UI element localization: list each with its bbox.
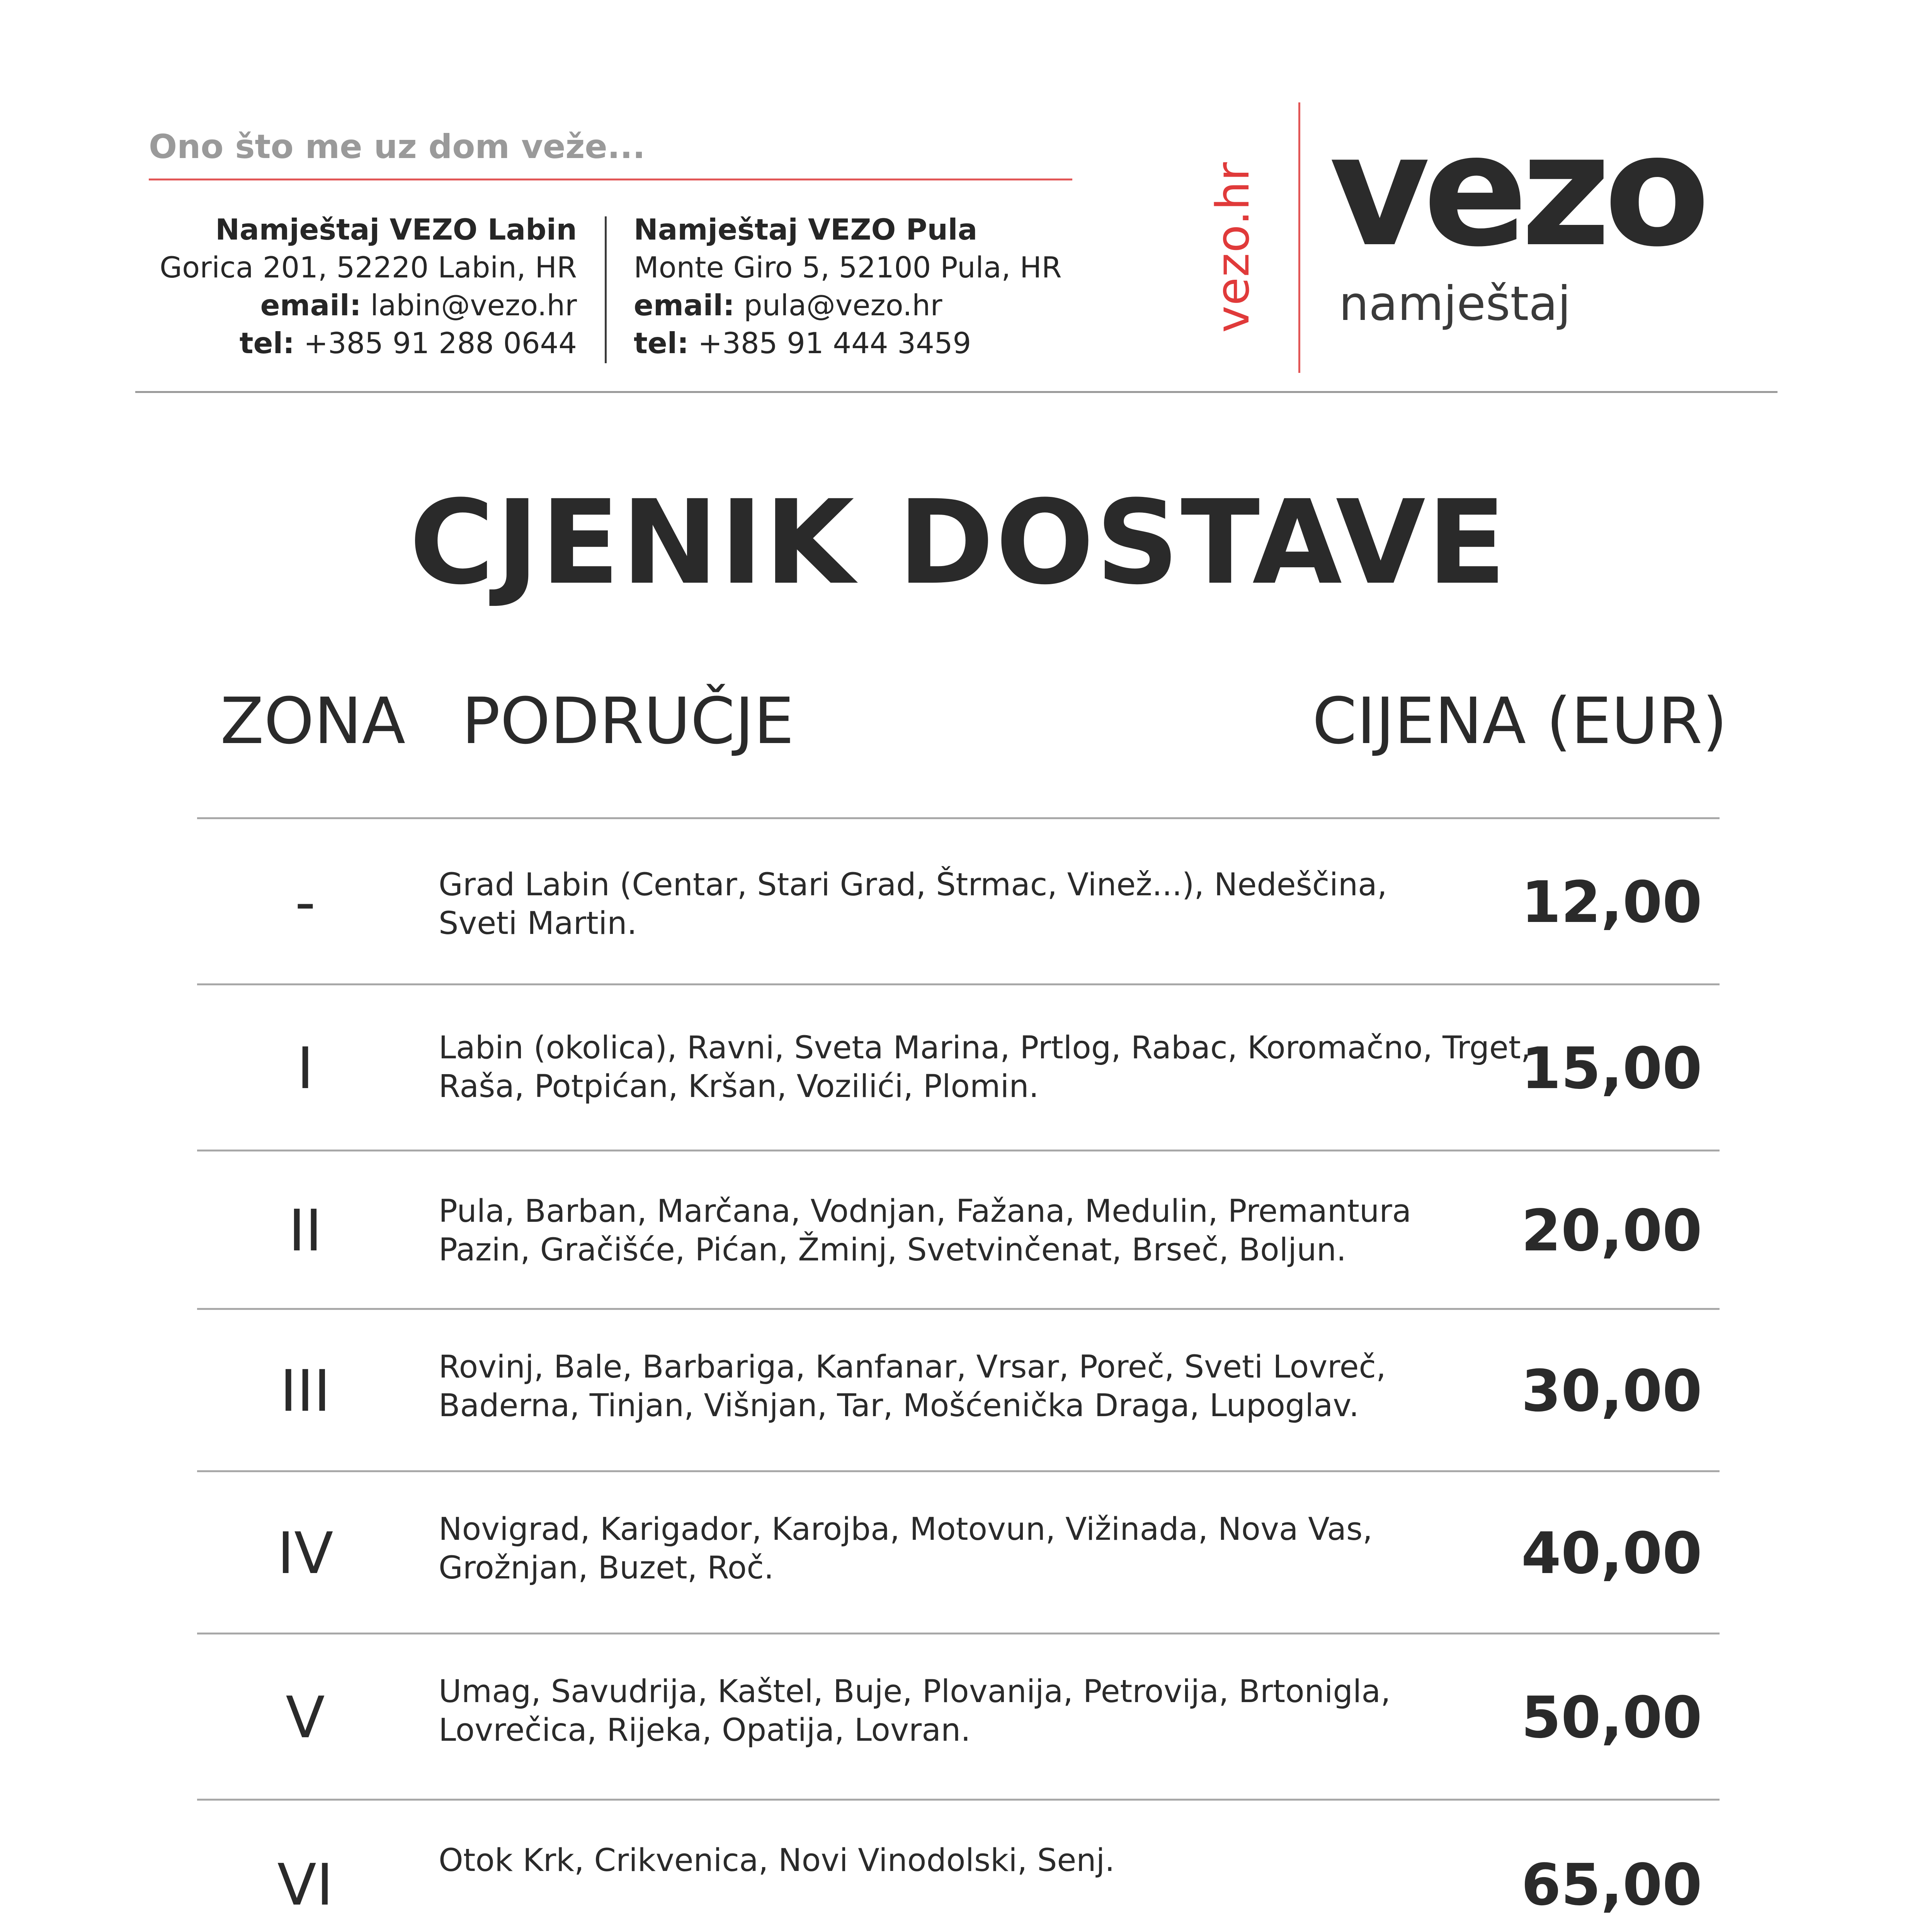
page-title: CJENIK DOSTAVE (409, 475, 1508, 610)
price-value: 65,00 (1521, 1851, 1702, 1918)
contact-pula (634, 211, 1062, 362)
area-line: Pazin, Gračišće, Pićan, Žminj, Svetvinčenat, Brseč, Boljun. (439, 1232, 1347, 1268)
area-line: Baderna, Tinjan, Višnjan, Tar, Mošćenička Draga, Lupoglav. (439, 1388, 1359, 1424)
area-line: Labin (okolica), Ravni, Sveta Marina, Prtlog, Rabac, Koromačno, Trget, (439, 1030, 1531, 1066)
area-line: Pula, Barban, Marčana, Vodnjan, Fažana, Medulin, Premantura (439, 1193, 1412, 1230)
area-list (439, 1841, 1474, 1880)
pula-address: Monte Giro 5, 52100 Pula, HR (634, 250, 1062, 284)
labin-email[interactable]: labin@vezo.hr (370, 288, 577, 322)
area-line: Grad Labin (Centar, Stari Grad, Štrmac, Vinež...), Nedeščina, (439, 867, 1387, 903)
price-value: 12,00 (1521, 869, 1702, 935)
table-row (197, 1634, 1720, 1801)
price-value: 15,00 (1521, 1035, 1702, 1102)
labin-tel[interactable]: +385 91 288 0644 (304, 326, 577, 360)
pula-store-name: Namještaj VEZO Pula (634, 213, 978, 247)
labin-tel-label: tel: (239, 326, 295, 360)
zone-label: II (288, 1197, 322, 1264)
area-line: Novigrad, Karigador, Karojba, Motovun, Vižinada, Nova Vas, (439, 1511, 1373, 1548)
area-line: Umag, Savudrija, Kaštel, Buje, Plovanija, Petrovija, Brtonigla, (439, 1673, 1391, 1710)
area-line: Grožnjan, Buzet, Roč. (439, 1550, 774, 1586)
area-list (439, 1029, 1531, 1106)
zone-label: V (286, 1684, 325, 1751)
column-header-podrucje: PODRUČJE (462, 684, 794, 758)
column-header-zona: ZONA (220, 684, 406, 758)
table-row (197, 1151, 1720, 1310)
table-row (197, 985, 1720, 1151)
labin-store-name: Namještaj VEZO Labin (215, 213, 577, 247)
brand-divider (1298, 102, 1300, 373)
vezo-logo: vezo (1329, 101, 1703, 281)
header-divider (135, 391, 1778, 393)
area-line: Lovrečica, Rijeka, Opatija, Lovran. (439, 1712, 971, 1748)
pula-email[interactable]: pula@vezo.hr (743, 288, 942, 322)
area-list (439, 1348, 1474, 1425)
labin-address: Gorica 201, 52220 Labin, HR (160, 250, 577, 284)
price-value: 50,00 (1521, 1684, 1702, 1751)
table-row (197, 1801, 1720, 1932)
logo-subtitle: namještaj (1339, 276, 1571, 331)
area-line: Raša, Potpićan, Kršan, Vozilići, Plomin. (439, 1068, 1039, 1105)
table-row (197, 1472, 1720, 1634)
contact-divider (605, 216, 607, 363)
zone-label: I (297, 1035, 314, 1102)
pula-email-label: email: (634, 288, 735, 322)
website-link[interactable]: vezo.hr (1206, 162, 1259, 333)
area-line: Rovinj, Bale, Barbariga, Kanfanar, Vrsar, Poreč, Sveti Lovreč, (439, 1349, 1386, 1385)
pula-tel[interactable]: +385 91 444 3459 (698, 326, 971, 360)
tagline: Ono što me uz dom veže... (149, 128, 645, 166)
column-header-cijena: CIJENA (EUR) (1312, 684, 1727, 758)
website-vertical (1198, 162, 1267, 332)
price-value: 30,00 (1521, 1358, 1702, 1424)
area-list (439, 1510, 1474, 1587)
table-row (197, 1310, 1720, 1472)
area-line: Otok Krk, Crikvenica, Novi Vinodolski, Senj. (439, 1842, 1115, 1879)
price-value: 20,00 (1521, 1197, 1702, 1264)
price-value: 40,00 (1521, 1520, 1702, 1587)
zone-label: IV (277, 1520, 333, 1587)
zone-label: - (295, 869, 316, 935)
pula-tel-label: tel: (634, 326, 689, 360)
area-line: Sveti Martin. (439, 905, 637, 942)
area-list (439, 1672, 1474, 1750)
zone-label: VI (277, 1851, 333, 1918)
tagline-underline (149, 179, 1072, 180)
zone-label: III (280, 1358, 331, 1424)
area-list (439, 866, 1474, 943)
area-list (439, 1192, 1474, 1269)
labin-email-label: email: (260, 288, 361, 322)
table-row (197, 819, 1720, 985)
contact-labin (160, 211, 577, 362)
